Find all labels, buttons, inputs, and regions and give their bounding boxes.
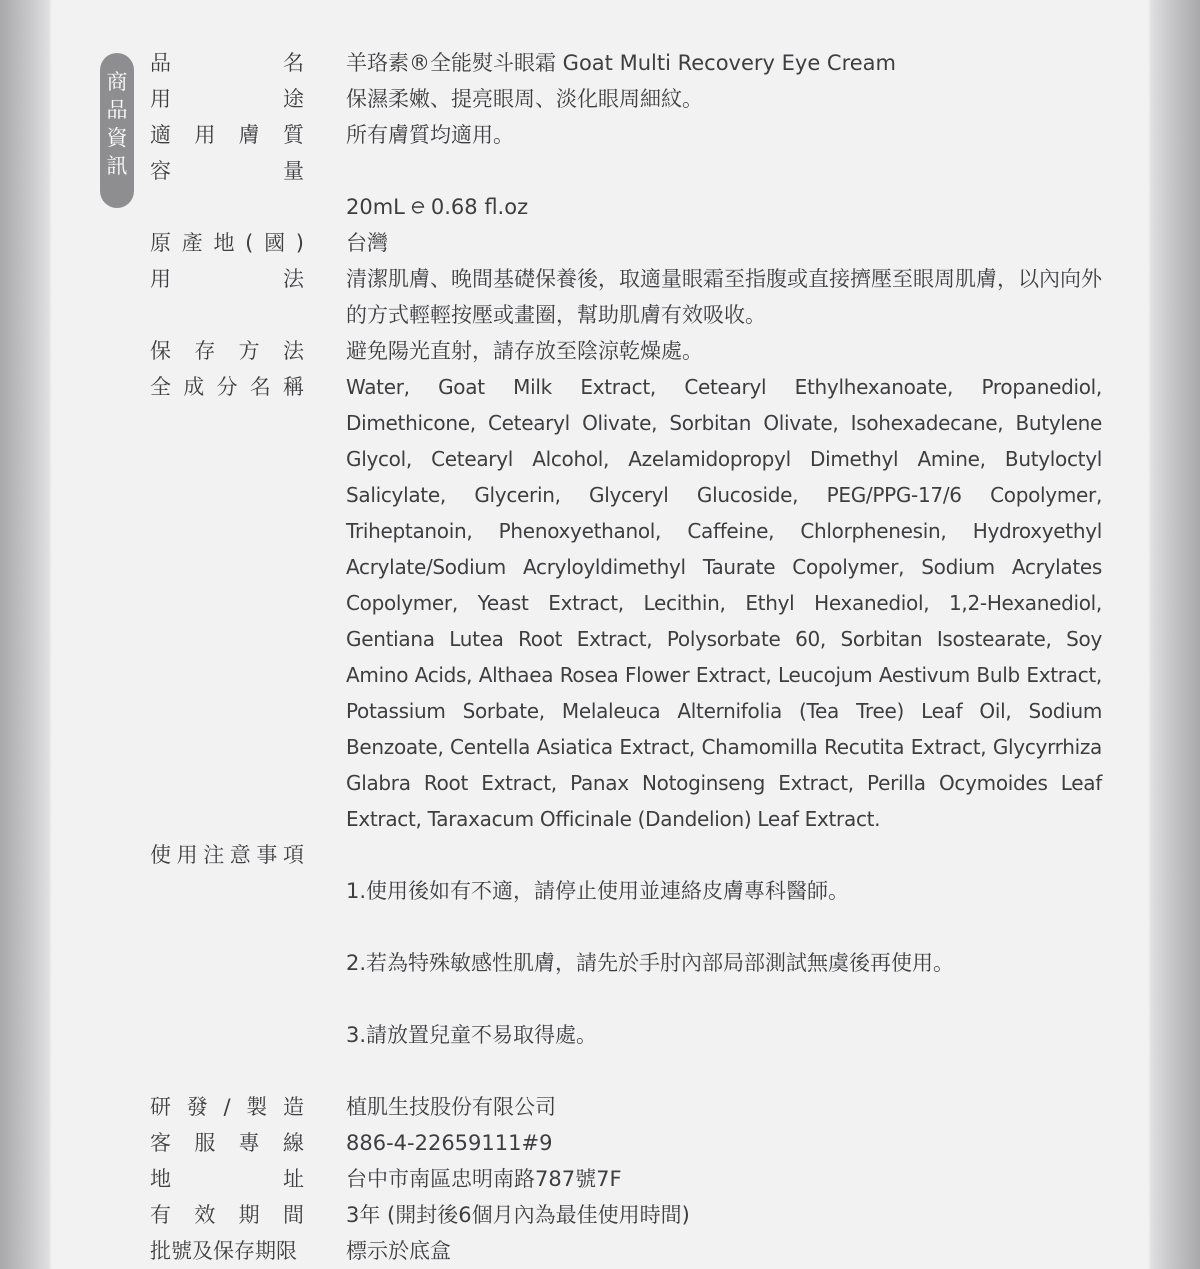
tab-char: 品 <box>106 98 128 122</box>
label-directions <box>150 261 308 297</box>
label-char: 產 <box>181 231 203 255</box>
label-char: 全 <box>150 375 171 399</box>
tab-char: 資 <box>106 126 128 150</box>
estimated-sign-icon <box>409 198 427 216</box>
value-batch: 標示於底盒 <box>346 1239 451 1263</box>
label-char: 期 <box>238 1203 260 1227</box>
label-batch <box>150 1233 308 1269</box>
row-hotline <box>150 1125 1110 1161</box>
label-char: 膚 <box>238 123 260 147</box>
label-storage <box>150 333 308 369</box>
label-char: 分 <box>216 375 238 399</box>
label-char: 地 <box>213 231 235 255</box>
value-hotline: 886-4-22659111#9 <box>346 1131 553 1155</box>
label-origin <box>150 225 308 261</box>
label-char: 容 <box>150 159 171 183</box>
label-char: 使 <box>150 843 171 867</box>
value-product-name: 羊珞素®全能熨斗眼霜 Goat Multi Recovery Eye Cream <box>346 51 896 75</box>
label-char: 有 <box>150 1203 171 1227</box>
label-char: 製 <box>246 1095 268 1119</box>
label-capacity <box>150 153 308 189</box>
row-batch <box>150 1233 1110 1269</box>
label-char: 客 <box>150 1131 171 1155</box>
label-char: 用 <box>176 843 198 867</box>
label-char: 國 <box>264 231 286 255</box>
label-char: 線 <box>282 1131 304 1155</box>
label-char: 途 <box>283 87 304 111</box>
row-precautions <box>150 837 1110 1089</box>
value-origin: 台灣 <box>346 231 388 255</box>
value-directions: 清潔肌膚、晚間基礎保養後，取適量眼霜至指腹或直接擠壓至眼周肌膚，以內向外的方式輕輕按壓或畫圈，幫助肌膚有效吸收。 <box>346 267 1102 327</box>
row-origin <box>150 225 1110 261</box>
row-address <box>150 1161 1110 1197</box>
label-char: 名 <box>283 51 304 75</box>
value-manufacturer: 植肌生技股份有限公司 <box>346 1095 556 1119</box>
label-char: 量 <box>283 159 304 183</box>
label-char: 質 <box>282 123 304 147</box>
label-char: 成 <box>183 375 205 399</box>
label-char: 稱 <box>283 375 304 399</box>
label-char: 用 <box>150 87 171 111</box>
label-char: 意 <box>229 843 251 867</box>
label-char: 項 <box>282 843 304 867</box>
label-char: 用 <box>150 267 171 291</box>
label-char: 址 <box>283 1167 304 1191</box>
row-capacity <box>150 153 1110 225</box>
label-shelf-life <box>150 1197 308 1233</box>
label-char: 發 <box>186 1095 208 1119</box>
label-char: / <box>223 1095 231 1119</box>
label-char: 間 <box>282 1203 304 1227</box>
label-char: 研 <box>150 1095 171 1119</box>
value-address: 台中市南區忠明南路787號7F <box>346 1167 622 1191</box>
product-info-table <box>150 45 1110 1269</box>
capacity-ml: 20mL <box>346 195 405 219</box>
row-storage <box>150 333 1110 369</box>
value-capacity <box>346 153 1102 225</box>
product-info-tab <box>100 53 134 208</box>
tab-char: 商 <box>106 70 128 94</box>
label-char: 保 <box>150 339 171 363</box>
value-storage: 避免陽光直射，請存放至陰涼乾燥處。 <box>346 339 703 363</box>
label-char: 名 <box>249 375 271 399</box>
label-char: 用 <box>194 123 216 147</box>
value-precautions <box>346 837 1102 1089</box>
label-char: ) <box>295 231 304 255</box>
label-char: 注 <box>203 843 225 867</box>
label-char: 方 <box>238 339 260 363</box>
value-skin-type: 所有膚質均適用。 <box>346 123 514 147</box>
value-usage: 保濕柔嫩、提亮眼周、淡化眼周細紋。 <box>346 87 703 111</box>
label-char: 原 <box>150 231 171 255</box>
precaution-item: 2.若為特殊敏感性肌膚，請先於手肘內部局部測試無虞後再使用。 <box>346 951 955 975</box>
label-char: 地 <box>150 1167 171 1191</box>
label-address <box>150 1161 308 1197</box>
label-char: 事 <box>256 843 278 867</box>
label-char: 適 <box>150 123 171 147</box>
label-char: ( <box>245 231 254 255</box>
row-product-name <box>150 45 1110 81</box>
label-char: 服 <box>194 1131 216 1155</box>
precaution-item: 3.請放置兒童不易取得處。 <box>346 1023 598 1047</box>
label-char: 品 <box>150 51 171 75</box>
row-ingredients <box>150 369 1110 837</box>
label-char: 效 <box>194 1203 216 1227</box>
label-char: 存 <box>194 339 216 363</box>
label-skin-type <box>150 117 308 153</box>
value-shelf-life: 3年 (開封後6個月內為最佳使用時間) <box>346 1203 690 1227</box>
label-char: 專 <box>238 1131 260 1155</box>
value-ingredients: Water, Goat Milk Extract, Cetearyl Ethylhexanoate, Propanediol, Dimethicone, Cetearyl Olivate, Sorbitan Olivate, Isohexadecane, Butylene Glycol, Cetearyl Alcohol, Azelamidopropyl Dimethyl Amine, Butyloctyl Salicylate, Glycerin, Glyceryl Glucoside, PEG/PPG-17/6 Copolymer, Triheptanoin, Phenoxyethanol, Caffeine, Chlorphenesin, Hydroxyethyl Acrylate/Sodium Acryloyldimethyl Taurate Copolymer, Sodium Acrylates Copolymer, Yeast Extract, Lecithin, Ethyl Hexanediol, 1,2-Hexanediol, Gentiana Lutea Root Extract, Polysorbate 60, Sorbitan Isostearate, Soy Amino Acids, Althaea Rosea Flower Extract, Leucojum Aestivum Bulb Extract, Potassium Sorbate, Melaleuca Alternifolia (Tea Tree) Leaf Oil, Sodium Benzoate, Centella Asiatica Extract, Chamomilla Recutita Extract, Glycyrrhiza Glabra Root Extract, Panax Notoginseng Extract, Perilla Ocymoides Leaf Extract, Taraxacum Officinale (Dandelion) Leaf Extract. <box>346 375 1102 831</box>
row-shelf-life <box>150 1197 1110 1233</box>
precaution-item: 1.使用後如有不適，請停止使用並連絡皮膚專科醫師。 <box>346 879 850 903</box>
label-hotline <box>150 1125 308 1161</box>
label-precautions <box>150 837 308 873</box>
row-usage <box>150 81 1110 117</box>
label-ingredients <box>150 369 308 405</box>
tab-char: 訊 <box>106 154 128 178</box>
row-skin-type <box>150 117 1110 153</box>
capacity-floz: 0.68 fl.oz <box>430 195 529 219</box>
label-usage <box>150 81 308 117</box>
label-char: 批號及保存期限 <box>150 1239 297 1263</box>
label-product-name <box>150 45 308 81</box>
row-directions <box>150 261 1110 333</box>
label-char: 法 <box>283 267 304 291</box>
label-char: 造 <box>282 1095 304 1119</box>
label-char: 法 <box>282 339 304 363</box>
